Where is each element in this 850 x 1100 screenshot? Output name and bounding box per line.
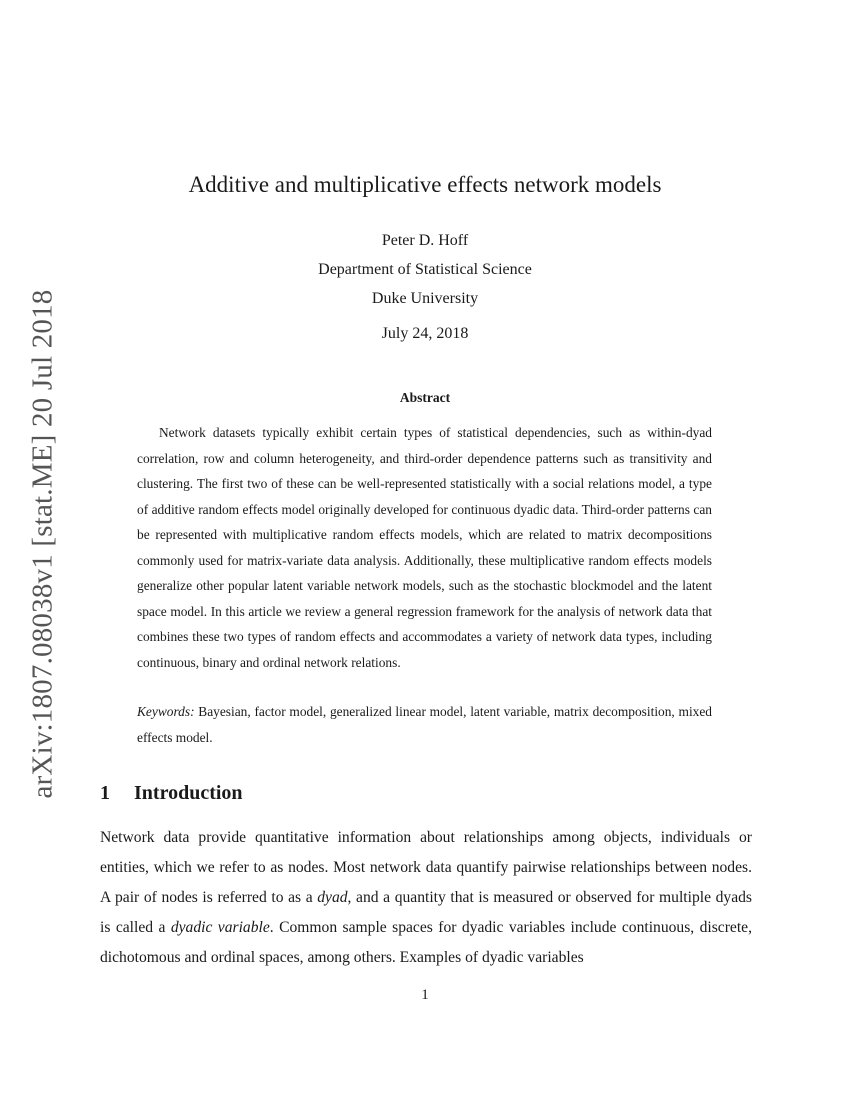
paper-title: Additive and multiplicative effects network models: [188, 172, 662, 197]
keywords-paragraph: [137, 699, 712, 750]
intro-term-dyadic-variable: dyadic variable: [170, 919, 270, 936]
author-block: [100, 226, 750, 313]
intro-text-part-3: . Common sample spaces for dyadic variables include continuous, discrete, dichotomous and ordinal spaces, among others. Examples of dyadic variables: [100, 919, 752, 966]
author-name: Peter D. Hoff: [381, 232, 469, 249]
intro-text-part-1: Network data provide quantitative information about relationships among objects, individuals or entities, which we refer to as nodes. Most network data quantify pairwise relationships between nodes. A pair of nodes is referred to as a: [100, 829, 752, 906]
abstract-body: Network datasets typically exhibit certain types of statistical dependencies, such as within-dyad correlation, row and column heterogeneity, and third-order dependence patterns such as transitivity and clustering. The first two of these can be well-represented statistically with a social relations model, a type of additive random effects model originally developed for continuous dyadic data. Third-order patterns can be represented with multiplicative random effects models, which are related to matrix decompositions commonly used for matrix-variate data analysis. Additionally, these multiplicative random effects models generalize other popular latent variable network models, such as the stochastic blockmodel and the latent space model. In this article we review a general regression framework for the analysis of network data that combines these two types of random effects and accommodates a variety of network data types, including continuous, binary and ordinal network relations.: [137, 425, 712, 670]
section-number: 1: [100, 782, 110, 804]
section-title: Introduction: [134, 782, 243, 804]
intro-text-part-2: , and a quantity that is measured or observed for multiple dyads is called a: [100, 889, 752, 936]
keywords-label: Keywords:: [137, 704, 195, 719]
arxiv-identifier-stamp: arXiv:1807.08038v1 [stat.ME] 20 Jul 2018: [26, 289, 59, 799]
abstract-heading: Abstract: [399, 390, 451, 405]
introduction-paragraph: [100, 823, 752, 973]
keywords-list: Bayesian, factor model, generalized linear model, latent variable, matrix decomposition, mixed effects model.: [137, 704, 712, 745]
intro-term-dyad: dyad: [317, 889, 348, 906]
author-university: Duke University: [371, 290, 479, 307]
paper-date: July 24, 2018: [381, 325, 469, 342]
page-number: 1: [421, 987, 429, 1003]
section-heading-introduction: [100, 780, 750, 806]
author-department: Department of Statistical Science: [318, 261, 532, 278]
